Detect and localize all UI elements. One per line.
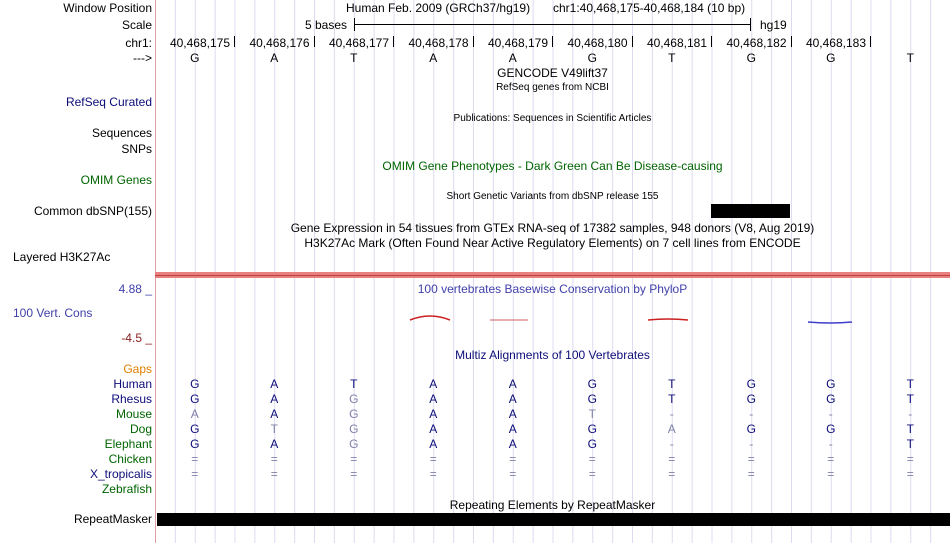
coordinate-tick [552,36,553,47]
repeatmasker-block[interactable] [157,513,950,526]
alignment-base: T [906,422,914,436]
alignment-base: G [826,422,836,436]
alignment-base: - [749,407,754,421]
alignment-base: A [270,437,279,451]
alignment-base: G [746,377,756,391]
alignment-base: = [827,452,835,466]
conservation-track-label[interactable]: 100 Vert. Cons [13,306,93,320]
alignment-base: T [668,377,676,391]
alignment-base: = [668,452,676,466]
alignment-base: A [270,392,279,406]
base-letter: T [350,51,358,65]
alignment-base: = [906,467,914,481]
alignment-base: = [668,467,676,481]
refseq-track-label[interactable]: RefSeq Curated [65,95,152,109]
multiz-track-desc: Multiz Alignments of 100 Vertebrates [455,348,650,362]
scale-bar [354,24,750,25]
db-label: hg19 [760,18,787,32]
species-label[interactable]: Zebrafish [101,482,152,496]
repeatmasker-track-desc: Repeating Elements by RepeatMasker [449,498,656,512]
alignment-base: G [746,422,756,436]
alignment-base: T [588,407,596,421]
alignment-base: A [429,392,438,406]
coordinate-label: 40,468,181 [646,36,707,50]
coordinate-tick [393,36,394,47]
assembly-title: Human Feb. 2009 (GRCh37/hg19) [346,1,531,15]
base-letter: A [270,51,279,65]
coordinate-label: 40,468,178 [408,36,469,50]
alignment-base: T [270,422,278,436]
dbsnp-track-label[interactable]: Common dbSNP(155) [33,204,152,218]
gaps-track-label[interactable]: Gaps [123,362,152,376]
conservation-min-label: -4.5 _ [121,331,152,345]
alignment-base: G [587,422,597,436]
alignment-base: = [509,452,517,466]
sequences-track-label[interactable]: Sequences [91,126,152,140]
alignment-base: - [908,407,913,421]
alignment-base: T [906,437,914,451]
conservation-plot [155,300,950,340]
dbsnp-variant-block[interactable] [711,204,790,218]
species-label[interactable]: Rhesus [111,392,152,406]
species-label[interactable]: Mouse [115,407,152,421]
alignment-base: A [270,377,279,391]
alignment-base: = [747,452,755,466]
track-separator-line [155,275,950,276]
gencode-track-title[interactable]: GENCODE V49lift37 [497,66,608,80]
refseq-track-desc: RefSeq genes from NCBI [496,82,609,93]
alignment-base: = [509,467,517,481]
alignment-base: = [747,467,755,481]
repeatmasker-track-label[interactable]: RepeatMasker [73,512,152,526]
coordinate-label: 40,468,175 [169,36,230,50]
alignment-base: = [270,452,278,466]
alignment-base: = [429,452,437,466]
strand-label: ---> [133,51,152,65]
alignment-base: A [429,407,438,421]
alignment-base: G [826,377,836,391]
cons-peak-3 [648,319,688,320]
base-letter: G [190,51,200,65]
alignment-base: G [349,422,359,436]
base-letter: G [826,51,836,65]
alignment-base: G [190,437,200,451]
scale-text: 5 bases [305,18,348,32]
coordinate-label: 40,468,180 [567,36,628,50]
gtex-track-desc: Gene Expression in 54 tissues from GTEx RNA-seq of 17382 samples, 948 donors (V8, Aug 2019) [290,221,815,235]
cons-trough-1 [808,322,852,323]
alignment-base: A [508,392,517,406]
scale-label: Scale [121,18,152,32]
h3k27ac-track-label[interactable]: Layered H3K27Ac [13,250,111,264]
alignment-base: G [746,392,756,406]
alignment-base: G [190,422,200,436]
alignment-base: G [587,437,597,451]
h3k27ac-track-desc: H3K27Ac Mark (Often Found Near Active Regulatory Elements) on 7 cell lines from ENCODE [304,236,801,250]
alignment-base: G [587,392,597,406]
alignment-base: G [190,392,200,406]
alignment-base: - [669,437,674,451]
species-label[interactable]: Chicken [108,452,152,466]
alignment-base: = [350,452,358,466]
alignment-base: A [190,407,199,421]
alignment-base: - [669,407,674,421]
alignment-base: G [349,407,359,421]
conservation-max-label: 4.88 _ [118,282,152,296]
alignment-base: A [508,437,517,451]
alignment-base: A [667,422,676,436]
coordinate-tick [473,36,474,47]
species-label[interactable]: Elephant [104,437,152,451]
alignment-base: = [588,452,596,466]
cons-peak-1 [410,316,450,320]
alignment-base: = [191,452,199,466]
alignment-base: A [508,407,517,421]
alignment-base: T [350,377,358,391]
base-letter: T [906,51,914,65]
base-letter: T [668,51,676,65]
base-letter: A [508,51,517,65]
snps-track-label[interactable]: SNPs [121,142,152,156]
alignment-base: = [270,467,278,481]
alignment-base: A [508,377,517,391]
alignment-base: - [828,437,833,451]
coordinate-tick [711,36,712,47]
pubs-track-desc: Publications: Sequences in Scientific Articles [453,113,652,124]
coordinate-label: 40,468,176 [249,36,310,50]
alignment-base: T [906,377,914,391]
coordinate-tick [791,36,792,47]
coordinate-tick [632,36,633,47]
base-letter: G [587,51,597,65]
coordinate-tick [234,36,235,47]
alignment-base: - [828,407,833,421]
alignment-base: = [827,467,835,481]
species-label[interactable]: X_tropicalis [89,467,152,481]
scale-bar-right-cap [750,18,751,31]
alignment-base: = [191,467,199,481]
alignment-base: - [749,437,754,451]
alignment-base: T [906,392,914,406]
alignment-base: G [349,437,359,451]
omim-track-label[interactable]: OMIM Genes [80,173,152,187]
coordinate-tick [314,36,315,47]
alignment-base: = [350,467,358,481]
alignment-base: A [270,407,279,421]
alignment-base: A [508,422,517,436]
alignment-base: A [429,422,438,436]
coordinate-tick [870,36,871,47]
alignment-base: = [429,467,437,481]
species-label[interactable]: Dog [129,422,152,436]
position-readout: chr1:40,468,175-40,468,184 (10 bp) [553,1,746,15]
alignment-base: G [349,392,359,406]
alignment-base: A [429,377,438,391]
coordinate-label: 40,468,179 [487,36,548,50]
alignment-base: = [906,452,914,466]
dbsnp-track-desc: Short Genetic Variants from dbSNP release 155 [446,191,659,202]
coordinate-label: 40,468,177 [328,36,389,50]
coordinate-label: 40,468,183 [805,36,866,50]
alignment-base: A [429,437,438,451]
alignment-base: G [587,377,597,391]
alignment-base: G [190,377,200,391]
window-position-label: Window Position [63,1,152,15]
chrom-label: chr1: [125,36,152,50]
alignment-base: G [826,392,836,406]
alignment-base: = [588,467,596,481]
alignment-base: T [668,392,676,406]
coordinate-label: 40,468,182 [726,36,787,50]
omim-track-desc: OMIM Gene Phenotypes - Dark Green Can Be Disease-causing [382,159,723,173]
base-letter: A [429,51,438,65]
scale-bar-left-cap [354,18,355,31]
base-letter: G [746,51,756,65]
species-label[interactable]: Human [113,377,152,391]
conservation-track-desc: 100 vertebrates Basewise Conservation by PhyloP [417,282,688,296]
